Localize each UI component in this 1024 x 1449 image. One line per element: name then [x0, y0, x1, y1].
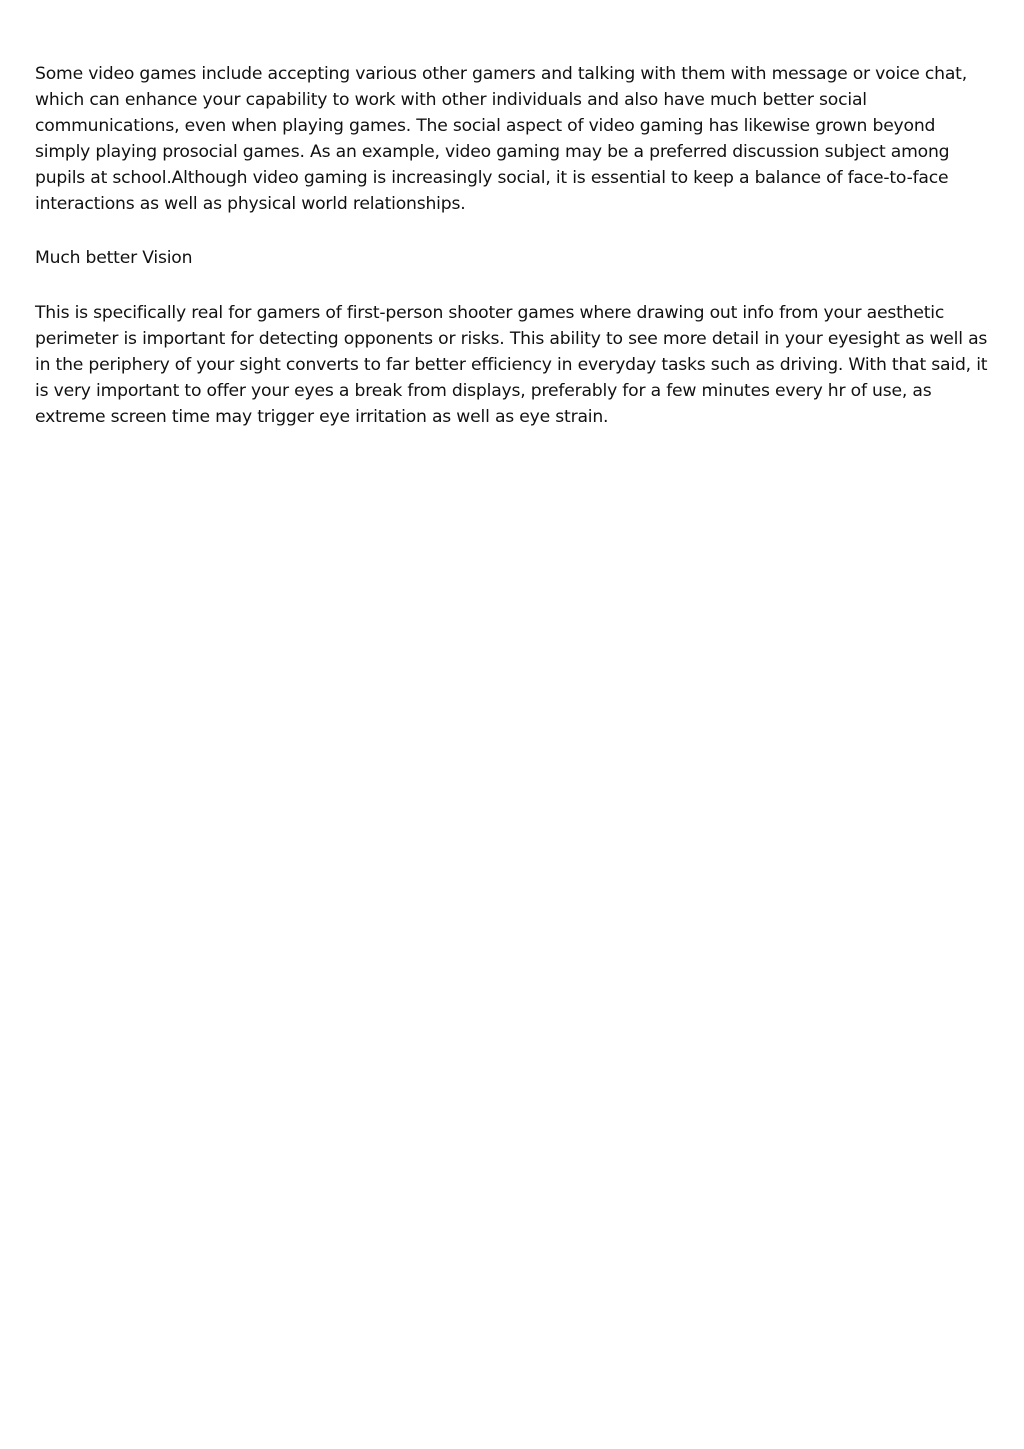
- paragraph-vision: This is specifically real for gamers of first-person shooter games where drawing out info from your aesthetic perimeter is important for detecting opponents or risks. This ability to see more detail in your eyesight as well as in the periphery of your sight converts to far better efficiency in everyday tasks such as driving. With that said, it is very important to offer your eyes a break from displays, preferably for a few minutes every hr of use, as extreme screen time may trigger eye irritation as well as eye strain.: [35, 303, 988, 427]
- paragraph-social-gaming: Some video games include accepting various other gamers and talking with them with message or voice chat, which can enhance your capability to work with other individuals and also have much better social communications, even when playing games. The social aspect of video gaming has likewise grown beyond simply playing prosocial games. As an example, video gaming may be a preferred discussion subject among pupils at school.Although video gaming is increasingly social, it is essential to keep a balance of face-to-face interactions as well as physical world relationships.: [35, 64, 967, 214]
- section-heading-vision: Much better Vision: [35, 248, 193, 269]
- document-page: [35, 62, 990, 460]
